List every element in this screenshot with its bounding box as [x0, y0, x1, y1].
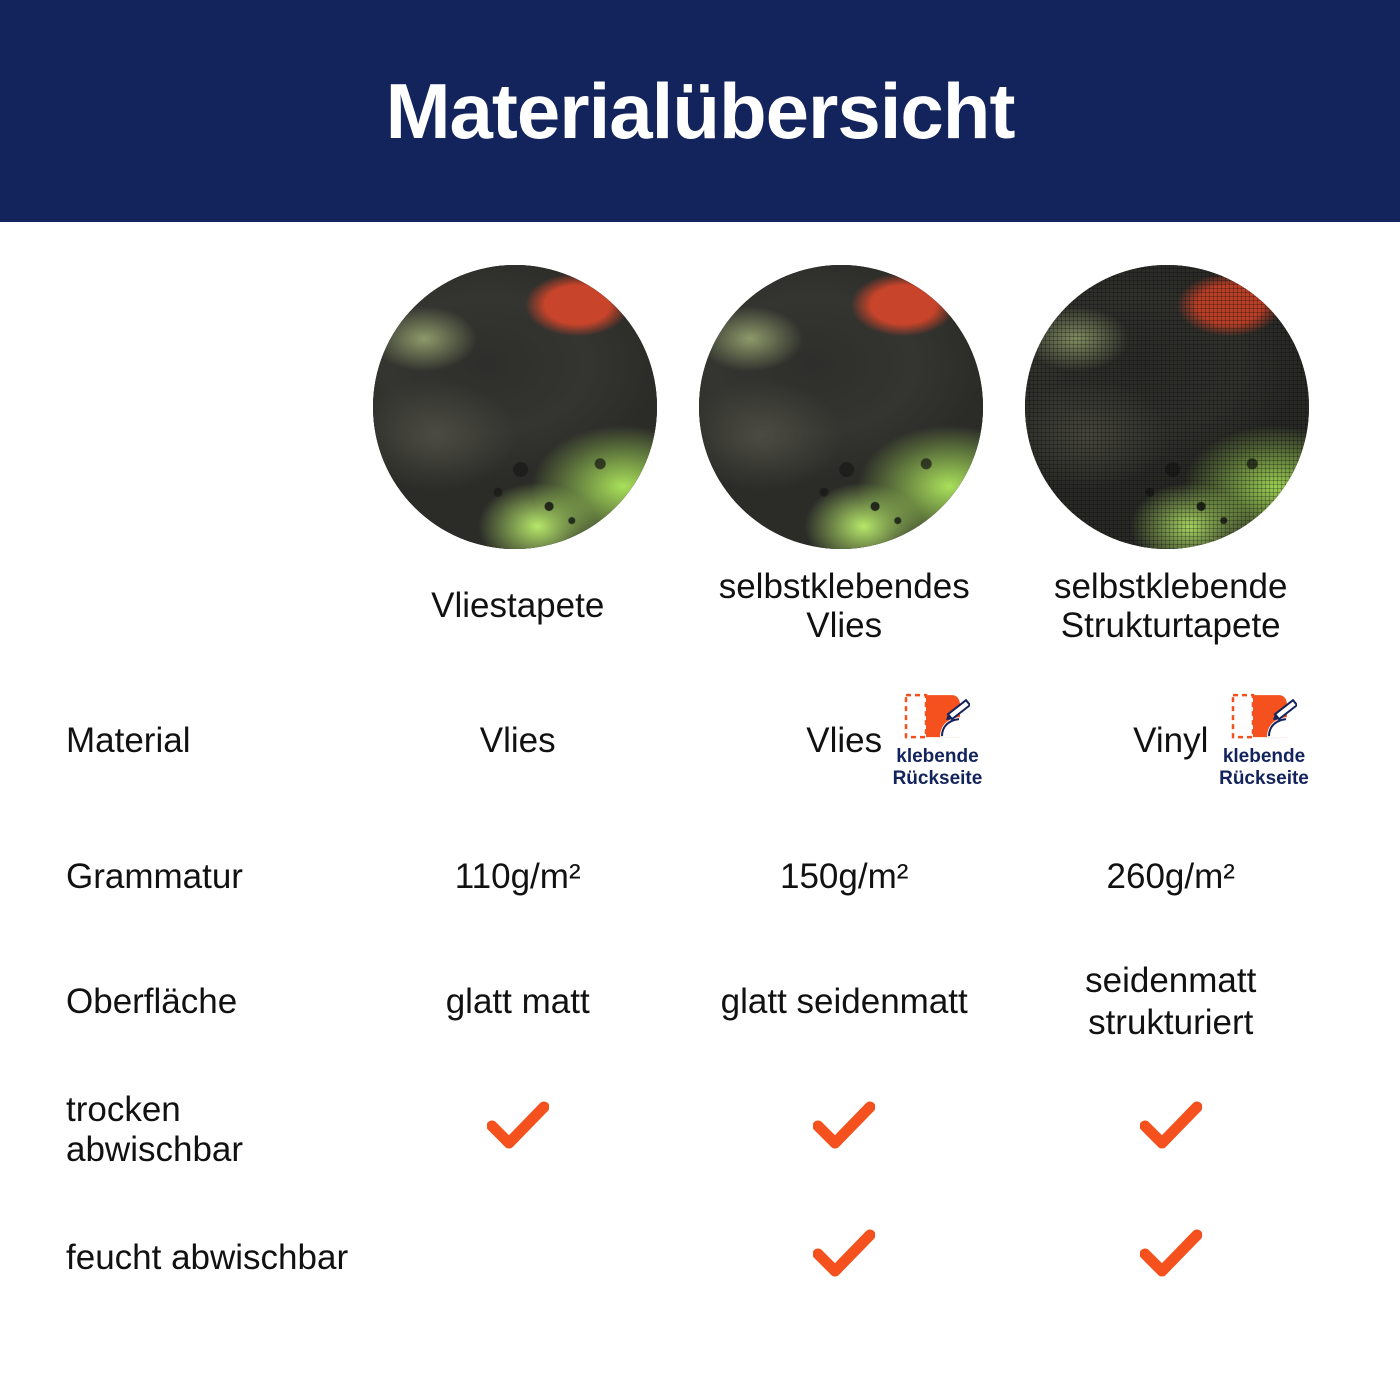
swatch-row	[352, 262, 1332, 552]
product-header-1: Vliestapete	[431, 586, 605, 626]
product-header-3: selbstklebende Strukturtapete	[1053, 566, 1288, 645]
adhesive-backing-badge	[873, 692, 1001, 790]
cell-value: Vlies	[806, 721, 883, 760]
page-title: Materialübersicht	[385, 67, 1015, 155]
table-row	[66, 938, 1334, 1066]
row-label-grammatur: Grammatur	[66, 856, 243, 896]
table-row	[66, 816, 1334, 938]
check-icon	[1140, 1229, 1202, 1277]
texture-overlay	[1025, 265, 1309, 549]
swatch-art	[699, 265, 983, 549]
adhesive-backing-badge	[1200, 692, 1328, 790]
check-icon	[813, 1229, 875, 1277]
cell-feucht-2	[681, 1194, 1008, 1322]
cell-feucht-1	[354, 1194, 681, 1322]
row-label-feucht-abwischbar: feucht abwischbar	[66, 1237, 349, 1277]
adhesive-backing-icon	[904, 692, 970, 744]
swatch-cell-2	[678, 262, 1004, 552]
cell-oberflaeche-2: glatt seidenmatt	[720, 982, 968, 1021]
header-empty-cell	[66, 552, 354, 666]
adhesive-badge-line2: Rückseite	[892, 768, 983, 789]
cell-material-1	[354, 666, 681, 816]
cell-grammatur-2: 150g/m²	[780, 857, 909, 896]
cell-oberflaeche-3: seidenmatt strukturiert	[1085, 961, 1257, 1042]
cell-material-2	[681, 666, 1008, 816]
table-row	[66, 666, 1334, 816]
swatch-cell-3	[1004, 262, 1330, 552]
swatch-cell-1	[352, 262, 678, 552]
wallpaper-swatch-textured-icon	[1025, 265, 1309, 549]
check-icon	[813, 1101, 875, 1149]
cell-trocken-1	[354, 1066, 681, 1194]
adhesive-badge-line1: klebende	[896, 746, 979, 768]
cell-value: Vinyl	[1133, 721, 1209, 760]
table-header-row	[66, 552, 1334, 666]
adhesive-badge-line2: Rückseite	[1219, 768, 1309, 789]
wallpaper-swatch-icon	[373, 265, 657, 549]
table-row	[66, 1066, 1334, 1194]
adhesive-backing-icon	[1231, 692, 1297, 744]
product-header-2: selbstklebendes Vlies	[718, 566, 970, 645]
cell-feucht-3	[1007, 1194, 1334, 1322]
material-comparison-table	[66, 552, 1334, 1322]
table-row	[66, 1194, 1334, 1322]
row-label-material: Material	[66, 720, 191, 760]
cell-grammatur-1: 110g/m²	[454, 857, 581, 896]
cell-value: Vlies	[479, 721, 556, 760]
cell-material-3	[1007, 666, 1334, 816]
row-label-trocken-abwischbar: trocken abwischbar	[66, 1089, 244, 1169]
cell-trocken-2	[681, 1066, 1008, 1194]
row-label-oberflaeche: Oberfläche	[66, 981, 238, 1021]
swatch-art	[373, 265, 657, 549]
cell-oberflaeche-1: glatt matt	[445, 982, 590, 1021]
adhesive-badge-line1: klebende	[1222, 746, 1306, 768]
cell-trocken-3	[1007, 1066, 1334, 1194]
check-icon	[487, 1101, 549, 1149]
page-header	[0, 0, 1400, 222]
cell-grammatur-3: 260g/m²	[1106, 857, 1235, 896]
check-icon	[1140, 1101, 1202, 1149]
wallpaper-swatch-icon	[699, 265, 983, 549]
